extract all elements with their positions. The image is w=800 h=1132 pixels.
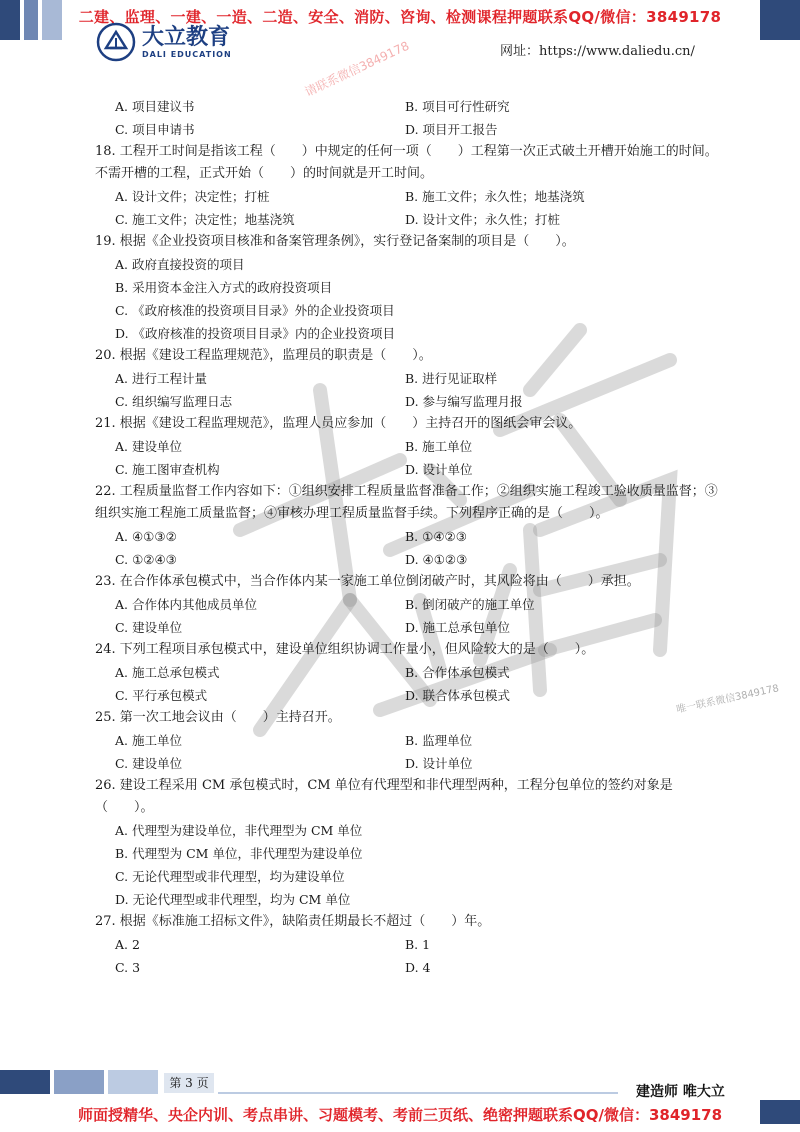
footer-promo: 师面授精华、央企内训、考点串讲、习题模考、考前三页纸、绝密押题联系QQ/微信：3849178 [77, 1106, 723, 1124]
options-row [95, 933, 725, 956]
question-stem: 20. 根据《建设工程监理规范》，监理员的职责是（ ）。 [95, 348, 432, 363]
option: B. 施工文件；永久性；地基浇筑 [405, 189, 585, 204]
options-row [95, 548, 725, 571]
option: B. 施工单位 [405, 439, 473, 454]
option: B. 合作体承包模式 [405, 665, 510, 680]
question-stem: 26. 建设工程采用 CM 承包模式时，CM 单位有代理型和非代理型两种，工程分包单位的签约对象是（ ）。 [95, 778, 673, 815]
option: C. 建设单位 [115, 620, 183, 635]
question-stem: 27. 根据《标准施工招标文件》，缺陷责任期最长不超过（ ）年。 [95, 914, 491, 929]
option: A. 设计文件；决定性；打桩 [115, 189, 270, 204]
header-promo: 二建、监理、一建、一造、二造、安全、消防、咨询、检测课程押题联系QQ/微信：3849178 [78, 8, 722, 26]
logo-name: 大立教育 [142, 24, 231, 50]
option: B. 倒闭破产的施工单位 [405, 597, 535, 612]
options-row [95, 956, 725, 979]
option: A. 进行工程计量 [115, 371, 207, 386]
option: D. 项目开工报告 [405, 122, 498, 137]
watermark-side: 唯一联系微信3849178 [675, 683, 780, 716]
question-27 [95, 911, 725, 979]
option: C. 施工图审查机构 [115, 462, 220, 477]
option: C. 施工文件；决定性；地基浇筑 [115, 212, 295, 227]
option: C. ①②④③ [115, 552, 177, 567]
question-list [95, 95, 725, 979]
options-row [95, 185, 725, 208]
options-row [95, 729, 725, 752]
options-row [95, 525, 725, 548]
option: D. 施工总承包单位 [405, 620, 511, 635]
question-17-options [95, 95, 725, 141]
question-stem: 24. 下列工程项目承包模式中，建设单位组织协调工作量小，但风险较大的是（ ）。 [95, 642, 595, 657]
option: A. 施工单位 [115, 733, 182, 748]
option: B. 项目可行性研究 [405, 99, 510, 114]
option: C. 项目申请书 [115, 122, 195, 137]
option: D. 设计单位 [405, 462, 473, 477]
option: B. 监理单位 [405, 733, 473, 748]
options-row [95, 435, 725, 458]
question-stem: 25. 第一次工地会议由（ ）主持召开。 [95, 710, 341, 725]
option: D. 设计单位 [405, 756, 473, 771]
question-stem: 22. 工程质量监督工作内容如下：①组织安排工程质量监督准备工作；②组织实施工程竣工验收质量监督；③组织实施工程施工质量监督；④审核办理工程质量监督手续。下列程序正确的是（ ）。 [95, 484, 718, 521]
option: A. ④①③② [115, 529, 177, 544]
options-row [95, 390, 725, 413]
option: B. 代理型为 CM 单位，非代理型为建设单位 [115, 846, 363, 861]
option: A. 建设单位 [115, 439, 182, 454]
question-26 [95, 775, 725, 911]
option: A. 施工总承包模式 [115, 665, 220, 680]
options-row [95, 661, 725, 684]
question-20 [95, 345, 725, 413]
option: A. 政府直接投资的项目 [115, 257, 245, 272]
option: C. 3 [115, 960, 141, 975]
question-19 [95, 231, 725, 345]
logo [96, 22, 232, 62]
options-row [95, 118, 725, 141]
question-24 [95, 639, 725, 707]
logo-subtitle: DALI EDUCATION [142, 49, 232, 59]
option: A. 2 [115, 937, 140, 952]
option: D. 参与编写监理月报 [405, 394, 523, 409]
options-row [95, 458, 725, 481]
option: C. 平行承包模式 [115, 688, 208, 703]
footer-bar [108, 1070, 158, 1094]
option: A. 项目建议书 [115, 99, 195, 114]
option: B. 进行见证取样 [405, 371, 498, 386]
footer-bar [0, 1070, 50, 1094]
options-row [95, 208, 725, 231]
question-22 [95, 481, 725, 571]
option: B. ①④②③ [405, 529, 467, 544]
question-21 [95, 413, 725, 481]
options-row [95, 616, 725, 639]
question-stem: 18. 工程开工时间是指该工程（ ）中规定的任何一项（ ）工程第一次正式破土开槽开始施工的时间。不需开槽的工程，正式开始（ ）的时间就是开工时间。 [95, 144, 718, 181]
page-number: 第 3 页 [164, 1073, 214, 1093]
option: D. ④①②③ [405, 552, 468, 567]
option: D. 《政府核准的投资项目目录》内的企业投资项目 [115, 326, 396, 341]
options-row [95, 752, 725, 775]
logo-mark-icon [96, 22, 136, 62]
option: B. 采用资本金注入方式的政府投资项目 [115, 280, 333, 295]
options-row [95, 367, 725, 390]
question-stem: 21. 根据《建设工程监理规范》，监理人员应参加（ ）主持召开的图纸会审会议。 [95, 416, 582, 431]
options-row [95, 684, 725, 707]
watermark-diagonal: 请联系微信3849178 [302, 38, 412, 100]
option: D. 联合体承包模式 [405, 688, 511, 703]
option: C. 建设单位 [115, 756, 183, 771]
option: D. 4 [405, 960, 431, 975]
option: C. 无论代理型或非代理型，均为建设单位 [115, 869, 345, 884]
question-stem: 23. 在合作体承包模式中，当合作体内某一家施工单位倒闭破产时，其风险将由（ ）承担。 [95, 574, 640, 589]
footer-bar [54, 1070, 104, 1094]
question-25 [95, 707, 725, 775]
option: A. 代理型为建设单位，非代理型为 CM 单位 [115, 823, 363, 838]
option: A. 合作体内其他成员单位 [115, 597, 257, 612]
question-23 [95, 571, 725, 639]
option: C. 组织编写监理日志 [115, 394, 233, 409]
option: D. 设计文件；永久性；打桩 [405, 212, 561, 227]
option: B. 1 [405, 937, 431, 952]
question-18 [95, 141, 725, 231]
option: D. 无论代理型或非代理型，均为 CM 单位 [115, 892, 351, 907]
option: C. 《政府核准的投资项目目录》外的企业投资项目 [115, 303, 395, 318]
question-stem: 19. 根据《企业投资项目核准和备案管理条例》，实行登记备案制的项目是（ ）。 [95, 234, 575, 249]
footer-line [218, 1092, 618, 1094]
footer-slogan: 建造师 唯大立 [636, 1084, 725, 1100]
options-row [95, 593, 725, 616]
options-row [95, 95, 725, 118]
website-url: 网址：https://www.daliedu.cn/ [500, 44, 695, 59]
